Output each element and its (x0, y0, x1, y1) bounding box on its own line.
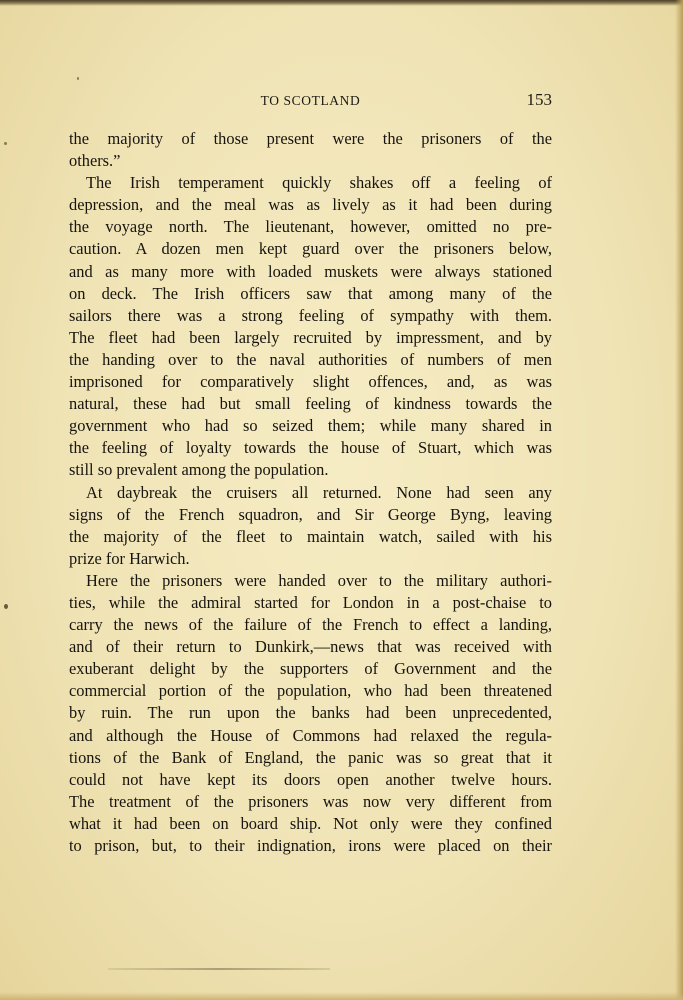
text-line: exuberant delight by the supporters of Government and the (69, 659, 552, 679)
text-line: the voyage north. The lieutenant, however, omitted no pre- (69, 217, 552, 237)
text-line: prize for Harwich. (69, 548, 190, 568)
text-line: others.” (69, 151, 121, 171)
footer-rule (108, 968, 330, 970)
paper-speck (4, 604, 8, 609)
text-line: imprisoned for comparatively slight offences, and, as was (69, 372, 552, 392)
text-line: At daybreak the cruisers all returned. None had seen any (86, 482, 552, 502)
text-line: caution. A dozen men kept guard over the prisoners below, (69, 239, 552, 259)
text-line: government who had so seized them; while many shared in (69, 416, 552, 436)
text-line: natural, these had but small feeling of kindness towards the (69, 394, 552, 414)
text-line: and of their return to Dunkirk,—news that was received with (69, 637, 552, 657)
text-line: could not have kept its doors open another twelve hours. (69, 769, 552, 789)
text-line: the handing over to the naval authorities of numbers of men (69, 349, 552, 369)
page-bottom-edge (0, 992, 683, 1000)
paper-speck (77, 77, 79, 80)
text-line: on deck. The Irish officers saw that among many of the (69, 283, 552, 303)
text-line: The Irish temperament quickly shakes off a feeling of (86, 173, 552, 193)
text-line: the majority of the fleet to maintain watch, sailed with his (69, 526, 552, 546)
paper-speck (4, 142, 7, 145)
text-line: by ruin. The run upon the banks had been unprecedented, (69, 703, 552, 723)
running-title: TO SCOTLAND (260, 93, 361, 108)
text-line: to prison, but, to their indignation, irons were placed on their (69, 836, 552, 855)
text-line: The treatment of the prisoners was now very different from (69, 791, 552, 811)
text-line: ties, while the admiral started for London in a post-chaise to (69, 592, 552, 612)
text-line: signs of the French squadron, and Sir George Byng, leaving (69, 504, 552, 524)
text-line: Here the prisoners were handed over to the military authori- (86, 570, 552, 590)
text-line: and as many more with loaded muskets were always stationed (69, 261, 552, 281)
page-number: 153 (526, 90, 552, 109)
text-line: The fleet had been largely recruited by impressment, and by (69, 327, 552, 347)
text-line: sailors there was a strong feeling of sympathy with them. (69, 305, 552, 325)
text-line: and although the House of Commons had relaxed the regula- (69, 725, 552, 745)
page-header (69, 90, 552, 112)
text-line: what it had been on board ship. Not only were they confined (69, 813, 552, 833)
text-line: the majority of those present were the prisoners of the (69, 129, 552, 148)
text-line: carry the news of the failure of the French to effect a landing, (69, 615, 552, 635)
text-line: tions of the Bank of England, the panic was so great that it (69, 747, 552, 767)
page-top-edge (0, 0, 683, 6)
text-line: commercial portion of the population, who had been threatened (69, 681, 552, 701)
page-right-edge (675, 0, 683, 1000)
text-line: the feeling of loyalty towards the house of Stuart, which was (69, 438, 552, 458)
body-text (69, 128, 552, 857)
text-line: still so prevalent among the population. (69, 460, 329, 480)
text-line: depression, and the meal was as lively as it had been during (69, 195, 552, 215)
